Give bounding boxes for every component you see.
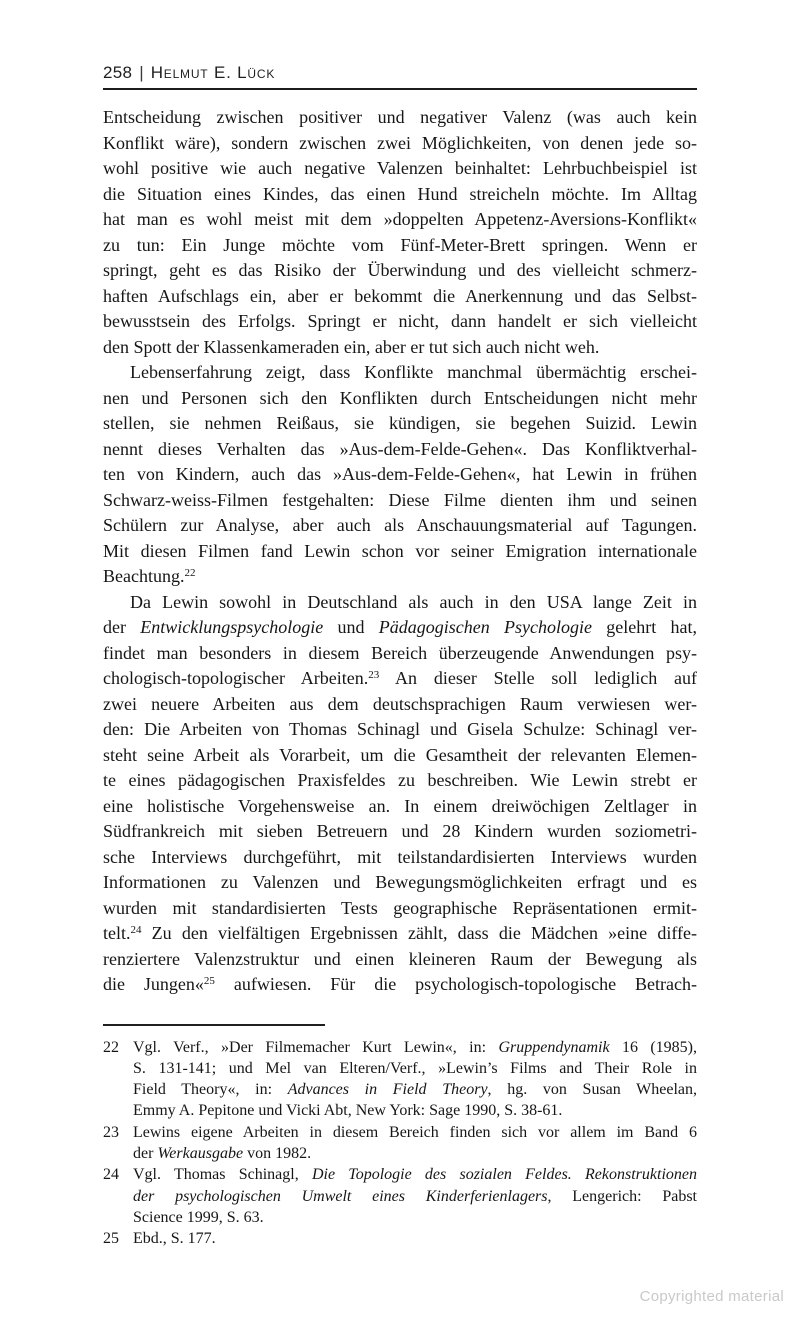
text-run: die Situation eines Kindes, das einen Hund streicheln möchte. Im Alltag	[103, 183, 697, 204]
text-line	[103, 870, 697, 896]
text-line	[103, 309, 697, 335]
text-run: den Spott der Klassenkameraden ein, aber er tut sich auch nicht weh.	[103, 336, 600, 357]
text-run: An dieser Stelle soll lediglich auf	[379, 668, 697, 688]
text-line	[103, 921, 697, 947]
footnote	[103, 1037, 697, 1122]
text-line	[103, 207, 697, 233]
text-run: stellen, sie nehmen Reißaus, sie kündigen, sie begehen Suizid. Lewin	[103, 413, 697, 433]
text-run: der	[133, 1144, 158, 1162]
text-run: Lebenserfahrung zeigt, dass Konflikte manchmal übermächtig erschei-	[130, 362, 697, 382]
text-run: wurden mit standardisierten Tests geographische Repräsentationen ermit-	[103, 897, 697, 918]
footnote-separator	[103, 1024, 325, 1026]
text-run: nen und Personen sich den Konflikten durch Entscheidungen nicht mehr	[103, 387, 697, 408]
text-run: Konflikt wäre), sondern zwischen zwei Möglichkeiten, von denen jede so-	[103, 132, 697, 153]
text-line	[103, 386, 697, 412]
text-line	[103, 105, 697, 131]
italic-text: Werkausgabe	[157, 1144, 244, 1162]
text-line	[103, 717, 697, 743]
text-run: von 1982.	[243, 1144, 312, 1162]
text-run: hat man es wohl meist mit dem »doppelten Appetenz-Aversions-Konflikt«	[103, 209, 697, 229]
text-line	[103, 692, 697, 718]
text-line	[103, 131, 697, 157]
page-header	[103, 63, 697, 83]
paragraph	[103, 360, 697, 590]
italic-text: Advances in Field Theory	[287, 1081, 488, 1099]
text-line	[103, 233, 697, 259]
footnote	[103, 1228, 697, 1249]
text-run: chologisch-topologischer Arbeiten.	[103, 668, 369, 688]
footnote-ref: 24	[130, 924, 142, 936]
text-line	[133, 1100, 697, 1121]
text-run: gelehrt hat,	[592, 617, 698, 637]
text-run: Lewins eigene Arbeiten in diesem Bereich finden sich vor allem im Band 6	[133, 1123, 697, 1141]
text-run: renziertere Valenzstruktur und einen kleineren Raum der Bewegung als	[103, 948, 697, 969]
text-line	[103, 437, 697, 463]
text-run: der	[103, 617, 141, 637]
text-line	[133, 1228, 697, 1249]
text-run: Südfrankreich mit sieben Betreuern und 28 Kindern wurden soziometri-	[103, 821, 697, 841]
text-run: Entscheidung zwischen positiver und negativer Valenz (was auch kein	[103, 107, 697, 127]
text-line	[103, 666, 697, 692]
text-run: Ebd., S. 177.	[133, 1230, 216, 1248]
text-run: zwei neuere Arbeiten aus dem deutschsprachigen Raum verwiesen wer-	[103, 693, 697, 714]
footnotes	[103, 1037, 697, 1250]
text-run: Informationen zu Valenzen und Bewegungsmöglichkeiten erfragt und es	[103, 872, 697, 892]
text-line	[103, 156, 697, 182]
text-run: haften Aufschlags ein, aber er bekommt die Anerkennung und das Selbst-	[103, 285, 697, 306]
text-run: S. 131-141; und Mel van Elteren/Verf., »Lewin’s Films and Their Role in	[133, 1059, 697, 1077]
text-line	[103, 743, 697, 769]
text-line	[133, 1186, 697, 1207]
text-line	[133, 1143, 697, 1164]
paragraph	[103, 105, 697, 360]
text-run: Emmy A. Pepitone und Vicki Abt, New York: Sage 1990, S. 38-61.	[133, 1102, 563, 1120]
page-number: 258	[103, 63, 133, 82]
text-line	[103, 360, 697, 386]
text-run: sche Interviews durchgeführt, mit teilstandardisierten Interviews wurden	[103, 846, 697, 867]
footnote-number: 22	[103, 1038, 119, 1056]
text-run: nennt dieses Verhalten das »Aus-dem-Felde-Gehen«. Das Konfliktverhal-	[103, 438, 697, 459]
text-run: wohl positive wie auch negative Valenzen beinhaltet: Lehrbuchbeispiel ist	[103, 158, 697, 178]
text-line	[103, 819, 697, 845]
text-run: Science 1999, S. 63.	[133, 1208, 264, 1226]
footnote-number: 23	[103, 1123, 119, 1141]
text-run: aufwiesen. Für die psychologisch-topologische Betrach-	[214, 974, 697, 994]
text-line	[133, 1122, 697, 1143]
text-line	[103, 488, 697, 514]
text-run: Schwarz-weiss-Filmen festgehalten: Diese Filme dienten ihm und seinen	[103, 489, 697, 510]
text-line	[103, 539, 697, 565]
footnote	[103, 1164, 697, 1228]
text-line	[103, 972, 697, 998]
text-run: steht seine Arbeit als Vorarbeit, um die Gesamtheit der relevanten Elemen-	[103, 744, 697, 765]
text-run: Vgl. Verf., »Der Filmemacher Kurt Lewin«, in:	[133, 1038, 499, 1056]
text-line	[103, 284, 697, 310]
text-run: den: Die Arbeiten von Thomas Schinagl und Gisela Schulze: Schinagl ver-	[103, 719, 697, 739]
text-run: eine holistische Vorgehensweise an. In einem dreiwöchigen Zeltlager in	[103, 795, 697, 816]
running-title: Helmut E. Lück	[150, 63, 276, 82]
watermark: Copyrighted material	[639, 1288, 784, 1305]
header-divider: |	[139, 63, 144, 82]
text-line	[103, 641, 697, 667]
text-line	[103, 896, 697, 922]
italic-text: Entwicklungspsychologie	[140, 617, 324, 637]
text-run: 16 (1985),	[609, 1038, 697, 1056]
text-run: Field Theory«, in:	[133, 1081, 288, 1099]
text-run: zu tun: Ein Junge möchte vom Fünf-Meter-Brett springen. Wenn er	[103, 234, 697, 255]
text-line	[103, 182, 697, 208]
text-line	[133, 1164, 697, 1185]
footnote-ref: 23	[368, 669, 380, 681]
text-line	[103, 513, 697, 539]
text-line	[103, 411, 697, 437]
text-line	[133, 1058, 697, 1079]
text-run: findet man besonders in diesem Bereich überzeugende Anwendungen psy-	[103, 642, 697, 663]
body-text	[103, 105, 697, 998]
text-line	[103, 794, 697, 820]
footnote-ref: 22	[184, 567, 196, 579]
header-rule	[103, 88, 697, 90]
italic-text: der psychologischen Umwelt eines Kinderferienlagers	[133, 1187, 548, 1205]
text-run: die Jungen«	[103, 974, 204, 994]
text-run: te eines pädagogischen Praxisfeldes zu beschreiben. Wie Lewin strebt er	[103, 770, 697, 790]
text-run: , hg. von Susan Wheelan,	[487, 1081, 697, 1099]
text-run: ten von Kindern, auch das »Aus-dem-Felde-Gehen«, hat Lewin in frühen	[103, 464, 697, 484]
text-line	[103, 590, 697, 616]
footnote-number: 25	[103, 1230, 119, 1248]
text-line	[133, 1079, 697, 1100]
text-run: Beachtung.	[103, 566, 185, 586]
italic-text: Gruppendynamik	[498, 1038, 610, 1056]
text-line	[103, 615, 697, 641]
italic-text: Pädagogischen Psychologie	[378, 617, 593, 637]
text-run: springt, geht es das Risiko der Überwindung und des vielleicht schmerz-	[103, 260, 697, 280]
text-line	[103, 564, 697, 590]
text-line	[133, 1207, 697, 1228]
text-run: und	[323, 617, 379, 637]
text-line	[103, 335, 697, 361]
footnote-number: 24	[103, 1166, 119, 1184]
text-run: Zu den vielfältigen Ergebnissen zählt, dass die Mädchen »eine diffe-	[141, 923, 697, 943]
footnote	[103, 1122, 697, 1165]
text-run: Schülern zur Analyse, aber auch als Anschauungsmaterial auf Tagungen.	[103, 515, 697, 535]
text-line	[103, 947, 697, 973]
text-run: Mit diesen Filmen fand Lewin schon vor seiner Emigration internationale	[103, 540, 697, 561]
text-run: bewusstsein des Erfolgs. Springt er nicht, dann handelt er sich vielleicht	[103, 311, 697, 331]
text-line	[133, 1037, 697, 1058]
text-line	[103, 462, 697, 488]
italic-text: Die Topologie des sozialen Feldes. Rekonstruktionen	[311, 1166, 697, 1184]
paragraph	[103, 590, 697, 998]
text-run: telt.	[103, 923, 131, 943]
text-run: Vgl. Thomas Schinagl,	[133, 1166, 312, 1184]
text-line	[103, 768, 697, 794]
text-run: , Lengerich: Pabst	[547, 1187, 697, 1205]
text-run: Da Lewin sowohl in Deutschland als auch in den USA lange Zeit in	[130, 591, 697, 612]
text-line	[103, 258, 697, 284]
footnote-ref: 25	[203, 975, 215, 987]
text-line	[103, 845, 697, 871]
